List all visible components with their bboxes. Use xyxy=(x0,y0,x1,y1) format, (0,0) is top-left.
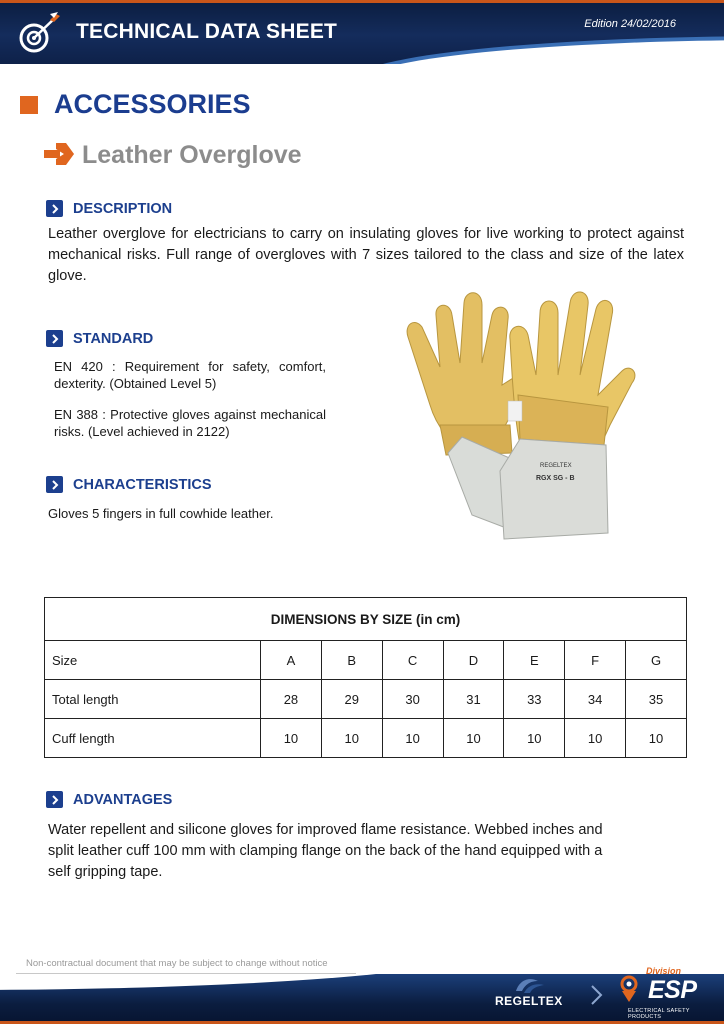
standard-heading xyxy=(46,330,153,347)
standard-item: EN 420 : Requirement for safety, comfort, dexterity. (Obtained Level 5) xyxy=(54,359,326,391)
table-cell: E xyxy=(504,641,565,680)
table-cell: D xyxy=(443,641,504,680)
table-cell: 33 xyxy=(504,680,565,719)
header-title: TECHNICAL DATA SHEET xyxy=(76,20,338,43)
table-cell: Cuff length xyxy=(45,719,261,758)
edition-date: Edition 24/02/2016 xyxy=(584,18,676,30)
characteristics-heading-label: CHARACTERISTICS xyxy=(73,476,212,493)
table-row xyxy=(45,680,687,719)
table-cell: C xyxy=(382,641,443,680)
table-cell: 31 xyxy=(443,680,504,719)
category-square-icon xyxy=(20,96,38,114)
table-cell: G xyxy=(626,641,687,680)
description-heading-label: DESCRIPTION xyxy=(73,200,173,217)
category-title: ACCESSORIES xyxy=(54,89,251,119)
table-cell: 35 xyxy=(626,680,687,719)
esp-brand: ESP xyxy=(648,976,697,1004)
table-cell: 29 xyxy=(321,680,382,719)
esp-subtitle: ELECTRICAL SAFETY PRODUCTS xyxy=(628,1008,690,1020)
table-cell: 34 xyxy=(565,680,626,719)
characteristics-text: Gloves 5 fingers in full cowhide leather. xyxy=(48,506,274,521)
table-cell: 10 xyxy=(261,719,322,758)
target-logo-icon xyxy=(14,12,62,56)
arrow-right-icon xyxy=(44,143,74,165)
description-heading xyxy=(46,200,172,217)
glove-label-model: RGX SG - B xyxy=(536,475,575,482)
footer-curve xyxy=(0,974,480,990)
chevron-right-icon xyxy=(46,200,63,217)
advantages-heading-label: ADVANTAGES xyxy=(73,791,173,808)
glove-front xyxy=(500,292,635,539)
header-band xyxy=(0,0,724,64)
table-cell: B xyxy=(321,641,382,680)
table-cell: 10 xyxy=(565,719,626,758)
description-text: Leather overglove for electricians to carry on insulating gloves for live working to protect against mechanical risks. Full range of overgloves with 7 sizes tailored to the class and size of the latex glove. xyxy=(48,226,684,284)
table-cell: 10 xyxy=(504,719,565,758)
table-cell: 10 xyxy=(382,719,443,758)
table-cell: Total length xyxy=(45,680,261,719)
standard-item: EN 388 : Protective gloves against mechanical risks. (Level achieved in 2122) xyxy=(54,407,326,439)
chevron-right-icon xyxy=(46,476,63,493)
chevron-right-icon xyxy=(590,984,604,1006)
chevron-right-icon xyxy=(46,791,63,808)
product-title: Leather Overglove xyxy=(82,141,302,169)
leather-overglove-image xyxy=(400,275,640,545)
table-cell: 10 xyxy=(321,719,382,758)
table-cell: 30 xyxy=(382,680,443,719)
table-cell: 10 xyxy=(626,719,687,758)
header-orange-stripe xyxy=(0,0,724,3)
table-cell: Size xyxy=(45,641,261,680)
dimensions-table xyxy=(44,597,687,758)
table-row xyxy=(45,641,687,680)
regeltex-brand: REGELTEX xyxy=(495,994,563,1008)
table-cell: 28 xyxy=(261,680,322,719)
table-cell: F xyxy=(565,641,626,680)
table-cell: A xyxy=(261,641,322,680)
characteristics-heading xyxy=(46,476,212,493)
table-caption: DIMENSIONS BY SIZE (in cm) xyxy=(45,598,687,641)
disclaimer-note: Non-contractual document that may be subject to change without notice xyxy=(26,958,328,969)
glove-label-brand: REGELTEX xyxy=(540,463,572,469)
esp-logo-icon xyxy=(616,974,646,1004)
table-cell: 10 xyxy=(443,719,504,758)
division-label: Division xyxy=(646,966,682,976)
standard-heading-label: STANDARD xyxy=(73,330,154,347)
advantages-text: Water repellent and silicone gloves for improved flame resistance. Webbed inches and split leather cuff 100 mm with clamping flange on the back of the hand equipped with a self gripping tape. xyxy=(48,822,603,880)
advantages-heading xyxy=(46,791,172,808)
regeltex-logo-icon xyxy=(512,975,548,995)
chevron-right-icon xyxy=(46,330,63,347)
table-row xyxy=(45,719,687,758)
